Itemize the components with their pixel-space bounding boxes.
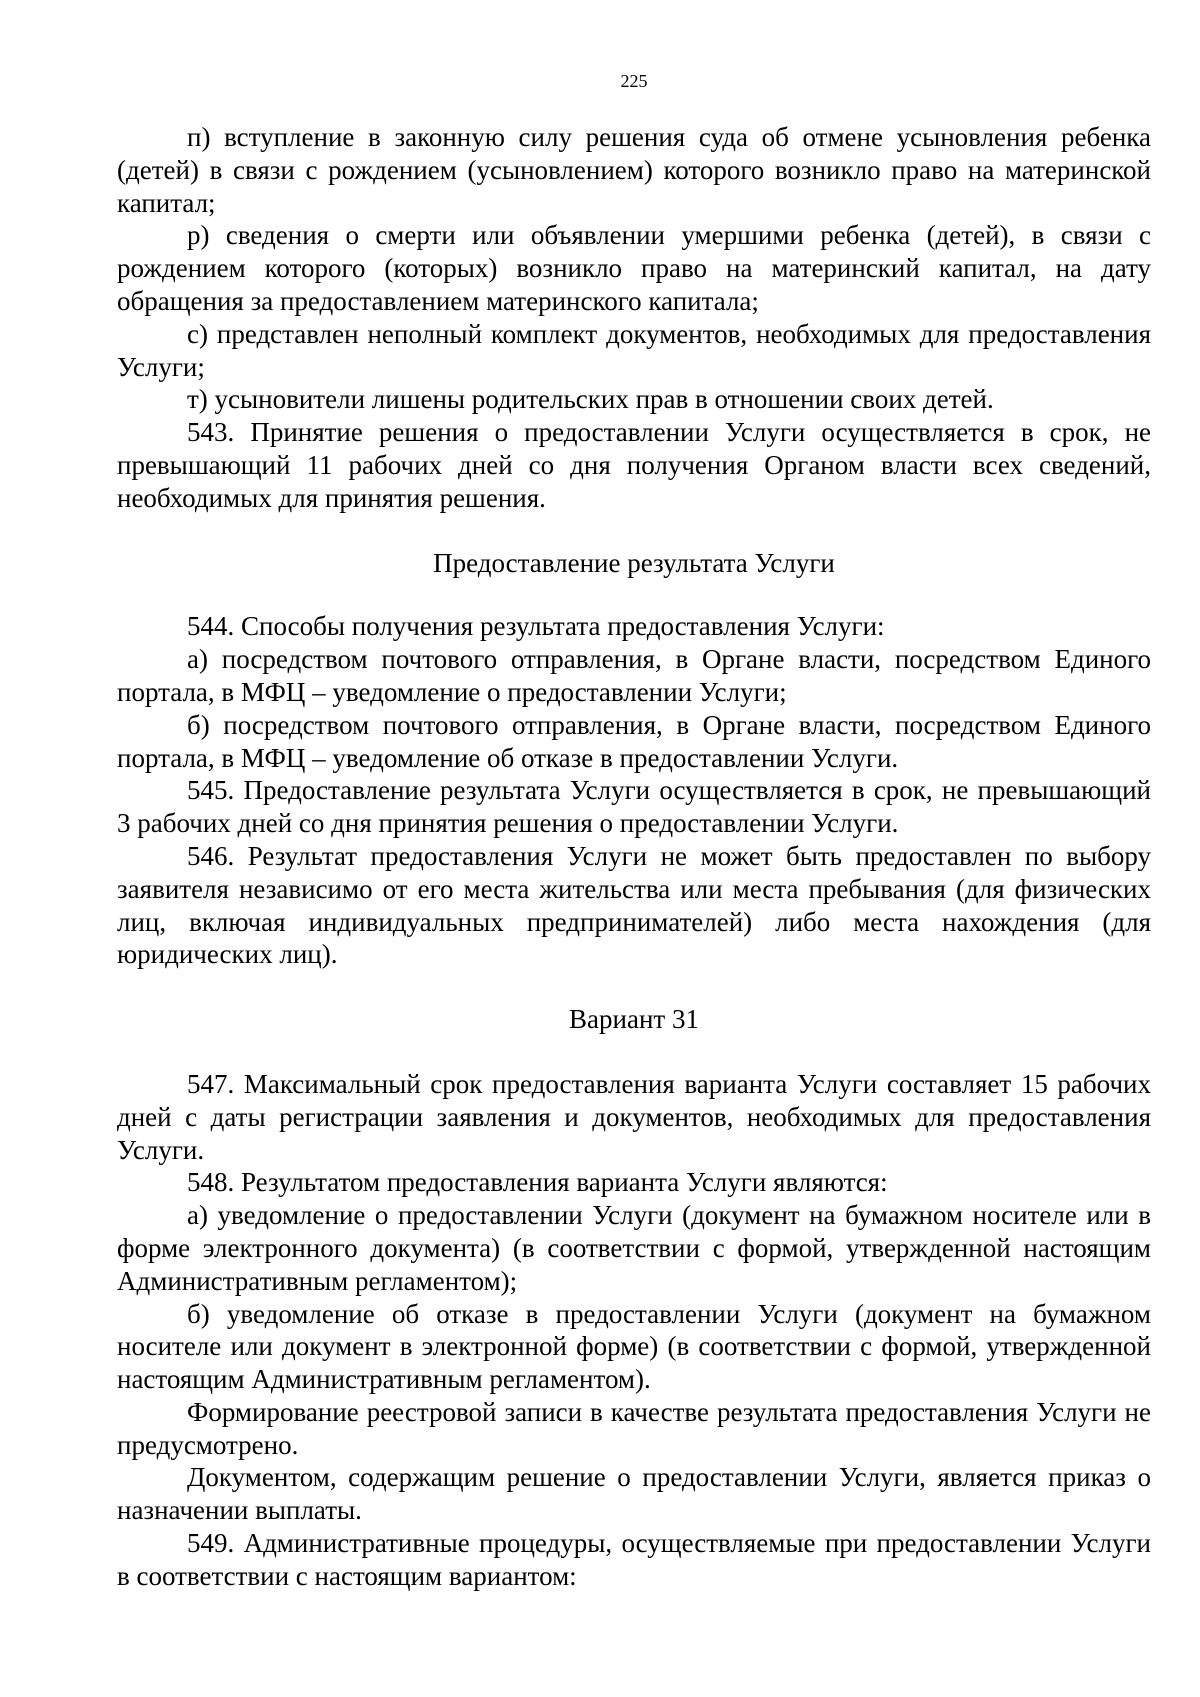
section-heading-result: Предоставление результата Услуги xyxy=(433,547,835,578)
section-heading-variant-31: Вариант 31 xyxy=(569,1004,699,1035)
paragraph-544: 544. Способы получения результата предоставления Услуги: xyxy=(187,611,885,642)
paragraph-544-b: б) посредством почтового отправления, в Органе власти, посредством Единого портала, в МФЦ – уведомление об отказе в предоставлении Услуги. xyxy=(117,709,1151,773)
paragraph-548-a: а) уведомление о предоставлении Услуги (документ на бумажном носителе или в форме электронного документа) (в соответствии с формой, утвержденной настоящим Административным регламентом); xyxy=(117,1200,1151,1296)
page-number: 225 xyxy=(620,71,648,91)
paragraph-546: 546. Результат предоставления Услуги не может быть предоставлен по выбору заявителя независимо от его места жительства или места пребывания (для физических лиц, включая индивидуальных предпринимателей) либо места нахождения (для юридических лиц). xyxy=(117,840,1151,970)
paragraph-543: 543. Принятие решения о предоставлении Услуги осуществляется в срок, не превышающий 11 рабочих дней со дня получения Органом власти всех сведений, необходимых для принятия решения. xyxy=(117,417,1151,513)
paragraph-item-r: р) сведения о смерти или объявлении умершими ребенка (детей), в связи с рождением которого (которых) возникло право на материнский капитал, на дату обращения за предоставлением материнского капитала; xyxy=(117,220,1151,316)
paragraph-544-a: а) посредством почтового отправления, в Органе власти, посредством Единого портала, в МФЦ – уведомление о предоставлении Услуги; xyxy=(117,644,1151,707)
paragraph-item-p: п) вступление в законную силу решения суда об отмене усыновления ребенка (детей) в связи с рождением (усыновлением) которого возникло право на материнской капитал; xyxy=(117,122,1151,218)
paragraph-registry-record: Формирование реестровой записи в качестве результата предоставления Услуги не предусмотрено. xyxy=(117,1396,1151,1460)
paragraph-545: 545. Предоставление результата Услуги осуществляется в срок, не превышающий 3 рабочих дней со дня принятия решения о предоставлении Услуги. xyxy=(117,775,1151,839)
paragraph-item-s: с) представлен неполный комплект документов, необходимых для предоставления Услуги; xyxy=(117,318,1151,382)
paragraph-548: 548. Результатом предоставления варианта Услуги являются: xyxy=(187,1167,888,1198)
paragraph-548-b: б) уведомление об отказе в предоставлении Услуги (документ на бумажном носителе или документ в электронной форме) (в соответствии с формой, утвержденной настоящим Административным регламентом). xyxy=(117,1298,1151,1395)
paragraph-549: 549. Административные процедуры, осуществляемые при предоставлении Услуги в соответствии с настоящим вариантом: xyxy=(117,1528,1151,1591)
paragraph-decision-document: Документом, содержащим решение о предоставлении Услуги, является приказ о назначении выплаты. xyxy=(117,1462,1151,1526)
paragraph-item-t: т) усыновители лишены родительских прав в отношении своих детей. xyxy=(187,384,994,415)
paragraph-547: 547. Максимальный срок предоставления варианта Услуги составляет 15 рабочих дней с даты регистрации заявления и документов, необходимых для предоставления Услуги. xyxy=(117,1068,1151,1165)
document-body xyxy=(117,121,1151,1593)
